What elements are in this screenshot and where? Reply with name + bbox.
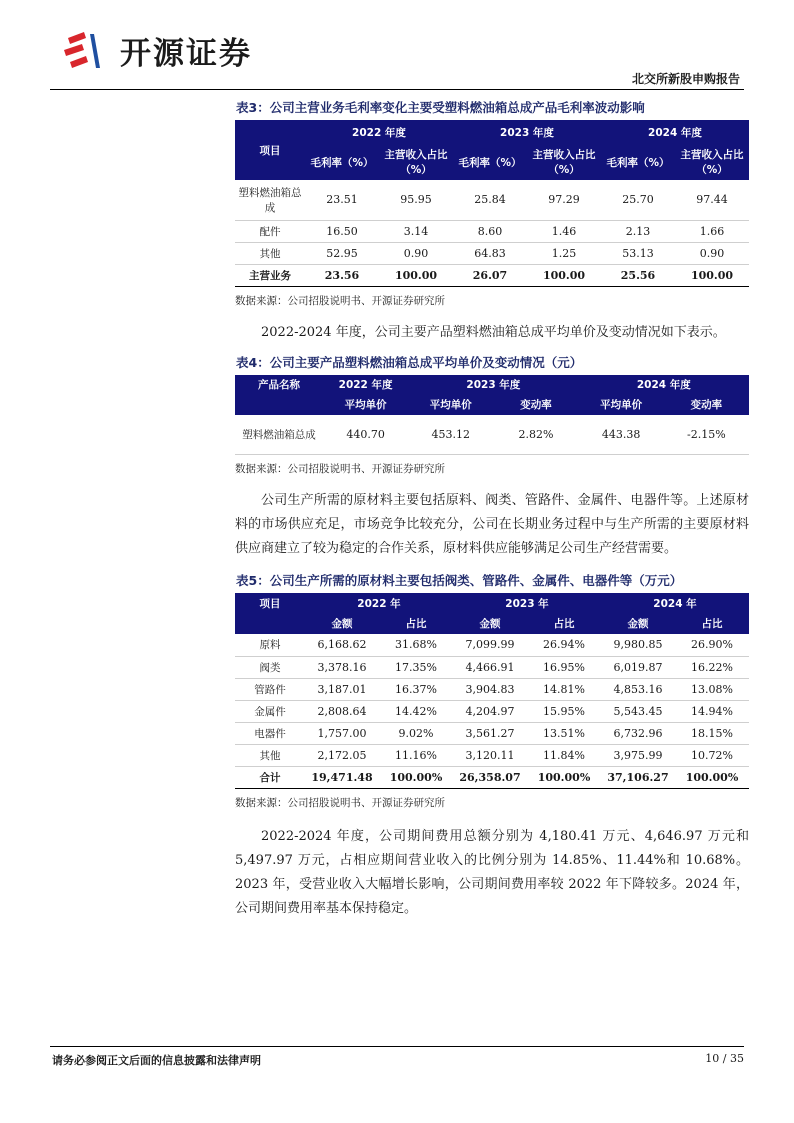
- cell: 19,471.48: [305, 766, 379, 788]
- table4-unit-price: [235, 375, 749, 456]
- cell: 3.14: [379, 220, 453, 242]
- table-row: [235, 220, 749, 242]
- cell: -2.15%: [664, 415, 749, 455]
- cell: 1.46: [527, 220, 601, 242]
- brand-logo: [62, 28, 252, 72]
- table-row: [235, 180, 749, 220]
- footer-divider: [50, 1046, 744, 1047]
- cell: 14.81%: [527, 678, 601, 700]
- cell: 3,120.11: [453, 744, 527, 766]
- brand-name: 开源证券: [120, 35, 252, 72]
- footer-disclaimer: 请务必参阅正文后面的信息披露和法律声明: [52, 1054, 261, 1067]
- cell: 100.00%: [527, 766, 601, 788]
- cell: 100.00: [379, 264, 453, 286]
- cell: 6,019.87: [601, 656, 675, 678]
- table4-header-year: 2022 年度: [338, 379, 393, 391]
- brand-logo-icon: [62, 30, 106, 70]
- cell: 53.13: [601, 242, 675, 264]
- cell: 3,904.83: [453, 678, 527, 700]
- row-label: 原料: [235, 634, 305, 656]
- cell: 18.15%: [675, 722, 749, 744]
- row-label: 其他: [235, 242, 305, 264]
- cell: 31.68%: [379, 634, 453, 656]
- cell: 10.72%: [675, 744, 749, 766]
- table-row-total: [235, 264, 749, 286]
- cell: 6,732.96: [601, 722, 675, 744]
- table-row: [235, 722, 749, 744]
- paragraph: 2022-2024 年度，公司期间费用总额分别为 4,180.41 万元、4,646.97 万元和 5,497.97 万元，占相应期间营业收入的比例分别为 14.85%、11.44%和 10.68%。2023 年，受营业收入大幅增长影响，公司期间费用率较 2022 年下降较多。2024 年，公司期间费用率基本保持稳定。: [235, 828, 749, 916]
- table5-sub-header: 金额: [479, 618, 501, 630]
- cell: 2.82%: [493, 415, 578, 455]
- cell: 23.51: [305, 180, 379, 220]
- table4-header-item: 产品名称: [258, 379, 300, 391]
- table4-header-blank: [235, 395, 323, 415]
- table4-sub-header: 平均单价: [344, 399, 387, 411]
- cell: 13.08%: [675, 678, 749, 700]
- row-label: 合计: [235, 766, 305, 788]
- table5-sub-header: 占比: [405, 618, 427, 630]
- table-row: [235, 656, 749, 678]
- table3-sub-header: 主营收入占比（%）: [384, 149, 448, 176]
- cell: 2,172.05: [305, 744, 379, 766]
- row-label: 阀类: [235, 656, 305, 678]
- row-label: 电器件: [235, 722, 305, 744]
- cell: 8.60: [453, 220, 527, 242]
- table-row: [235, 415, 749, 455]
- table4-source: 数据来源：公司招股说明书、开源证券研究所: [235, 463, 445, 475]
- row-label: 塑料燃油箱总成: [235, 415, 323, 455]
- cell: 3,187.01: [305, 678, 379, 700]
- cell: 6,168.62: [305, 634, 379, 656]
- table3-gross-margin: [235, 120, 749, 287]
- cell: 26.94%: [527, 634, 601, 656]
- table-row: [235, 634, 749, 656]
- table3-header-item: 项目: [259, 144, 281, 157]
- cell: 1,757.00: [305, 722, 379, 744]
- table-row: [235, 242, 749, 264]
- cell: 5,543.45: [601, 700, 675, 722]
- table5-sub-header: 占比: [553, 618, 575, 630]
- cell: 26.07: [453, 264, 527, 286]
- page-number: 10 / 35: [705, 1052, 744, 1065]
- cell: 3,561.27: [453, 722, 527, 744]
- cell: 443.38: [579, 415, 664, 455]
- cell: 13.51%: [527, 722, 601, 744]
- table3-sub-header: 主营收入占比（%）: [532, 149, 596, 176]
- cell: 23.56: [305, 264, 379, 286]
- cell: 14.94%: [675, 700, 749, 722]
- cell: 14.42%: [379, 700, 453, 722]
- cell: 25.84: [453, 180, 527, 220]
- row-label: 其他: [235, 744, 305, 766]
- table3-source: 数据来源：公司招股说明书、开源证券研究所: [235, 294, 445, 307]
- row-label: 塑料燃油箱总成: [235, 180, 305, 220]
- table4-sub-header: 变动率: [690, 399, 723, 411]
- table4-title: 表4：公司主要产品塑料燃油箱总成平均单价及变动情况（元）: [236, 354, 583, 370]
- table5-sub-header: 金额: [331, 618, 353, 630]
- cell: 64.83: [453, 242, 527, 264]
- table-row-total: [235, 766, 749, 788]
- cell: 97.44: [675, 180, 749, 220]
- cell: 26,358.07: [453, 766, 527, 788]
- row-label: 主营业务: [235, 264, 305, 286]
- main-content: [235, 96, 749, 921]
- row-label: 配件: [235, 220, 305, 242]
- cell: 440.70: [323, 415, 408, 455]
- cell: 4,853.16: [601, 678, 675, 700]
- paragraph: 2022-2024 年度，公司主要产品塑料燃油箱总成平均单价及变动情况如下表示。: [261, 324, 726, 340]
- cell: 52.95: [305, 242, 379, 264]
- table3-title: 表3：公司主营业务毛利率变化主要受塑料燃油箱总成产品毛利率波动影响: [236, 100, 645, 115]
- table5-sub-header: 金额: [627, 618, 649, 630]
- table5-header-blank: [235, 613, 305, 634]
- cell: 15.95%: [527, 700, 601, 722]
- table3-header-year: 2023 年度: [500, 126, 554, 139]
- table5-header-year: 2023 年: [505, 597, 549, 610]
- cell: 1.25: [527, 242, 601, 264]
- page-header: [0, 0, 794, 92]
- cell: 37,106.27: [601, 766, 675, 788]
- row-label: 金属件: [235, 700, 305, 722]
- table4-header-year: 2024 年度: [636, 379, 691, 391]
- table3-header-year: 2022 年度: [352, 126, 406, 139]
- table-row: [235, 744, 749, 766]
- cell: 16.95%: [527, 656, 601, 678]
- table5-header-year: 2024 年: [653, 597, 697, 610]
- cell: 11.16%: [379, 744, 453, 766]
- report-type: 北交所新股申购报告: [631, 72, 740, 86]
- table5-raw-materials: [235, 593, 749, 789]
- cell: 16.22%: [675, 656, 749, 678]
- cell: 16.50: [305, 220, 379, 242]
- cell: 100.00: [675, 264, 749, 286]
- cell: 11.84%: [527, 744, 601, 766]
- cell: 453.12: [408, 415, 493, 455]
- table4-sub-header: 平均单价: [600, 399, 643, 411]
- cell: 25.70: [601, 180, 675, 220]
- cell: 9.02%: [379, 722, 453, 744]
- table5-source: 数据来源：公司招股说明书、开源证券研究所: [235, 796, 445, 809]
- cell: 100.00%: [379, 766, 453, 788]
- cell: 17.35%: [379, 656, 453, 678]
- header-divider: [50, 89, 744, 90]
- cell: 9,980.85: [601, 634, 675, 656]
- table5-title: 表5：公司生产所需的原材料主要包括阀类、管路件、金属件、电器件等（万元）: [236, 573, 683, 588]
- table3-sub-header: 主营收入占比（%）: [680, 149, 744, 176]
- table5-header-item: 项目: [259, 597, 281, 610]
- table5-header-year: 2022 年: [357, 597, 401, 610]
- table5-sub-header: 占比: [701, 618, 723, 630]
- cell: 1.66: [675, 220, 749, 242]
- cell: 100.00%: [675, 766, 749, 788]
- cell: 4,466.91: [453, 656, 527, 678]
- cell: 25.56: [601, 264, 675, 286]
- cell: 3,975.99: [601, 744, 675, 766]
- cell: 4,204.97: [453, 700, 527, 722]
- cell: 100.00: [527, 264, 601, 286]
- cell: 26.90%: [675, 634, 749, 656]
- row-label: 管路件: [235, 678, 305, 700]
- cell: 97.29: [527, 180, 601, 220]
- table4-header-year: 2023 年度: [466, 379, 521, 391]
- table3-sub-header: 毛利率（%）: [606, 156, 670, 169]
- table4-sub-header: 平均单价: [429, 399, 472, 411]
- cell: 0.90: [675, 242, 749, 264]
- table3-sub-header: 毛利率（%）: [458, 156, 522, 169]
- cell: 2,808.64: [305, 700, 379, 722]
- table-row: [235, 700, 749, 722]
- cell: 0.90: [379, 242, 453, 264]
- table-row: [235, 678, 749, 700]
- table4-sub-header: 变动率: [520, 399, 552, 411]
- cell: 7,099.99: [453, 634, 527, 656]
- cell: 2.13: [601, 220, 675, 242]
- table3-header-year: 2024 年度: [648, 126, 702, 139]
- cell: 16.37%: [379, 678, 453, 700]
- paragraph: 公司生产所需的原材料主要包括原料、阀类、管路件、金属件、电器件等。上述原材料的市场供应充足，市场竞争比较充分，公司在长期业务过程中与生产所需的主要原材料供应商建立了较为稳定的合作关系，原材料供应能够满足公司生产经营需要。: [235, 493, 749, 556]
- cell: 3,378.16: [305, 656, 379, 678]
- table3-sub-header: 毛利率（%）: [310, 156, 374, 169]
- cell: 95.95: [379, 180, 453, 220]
